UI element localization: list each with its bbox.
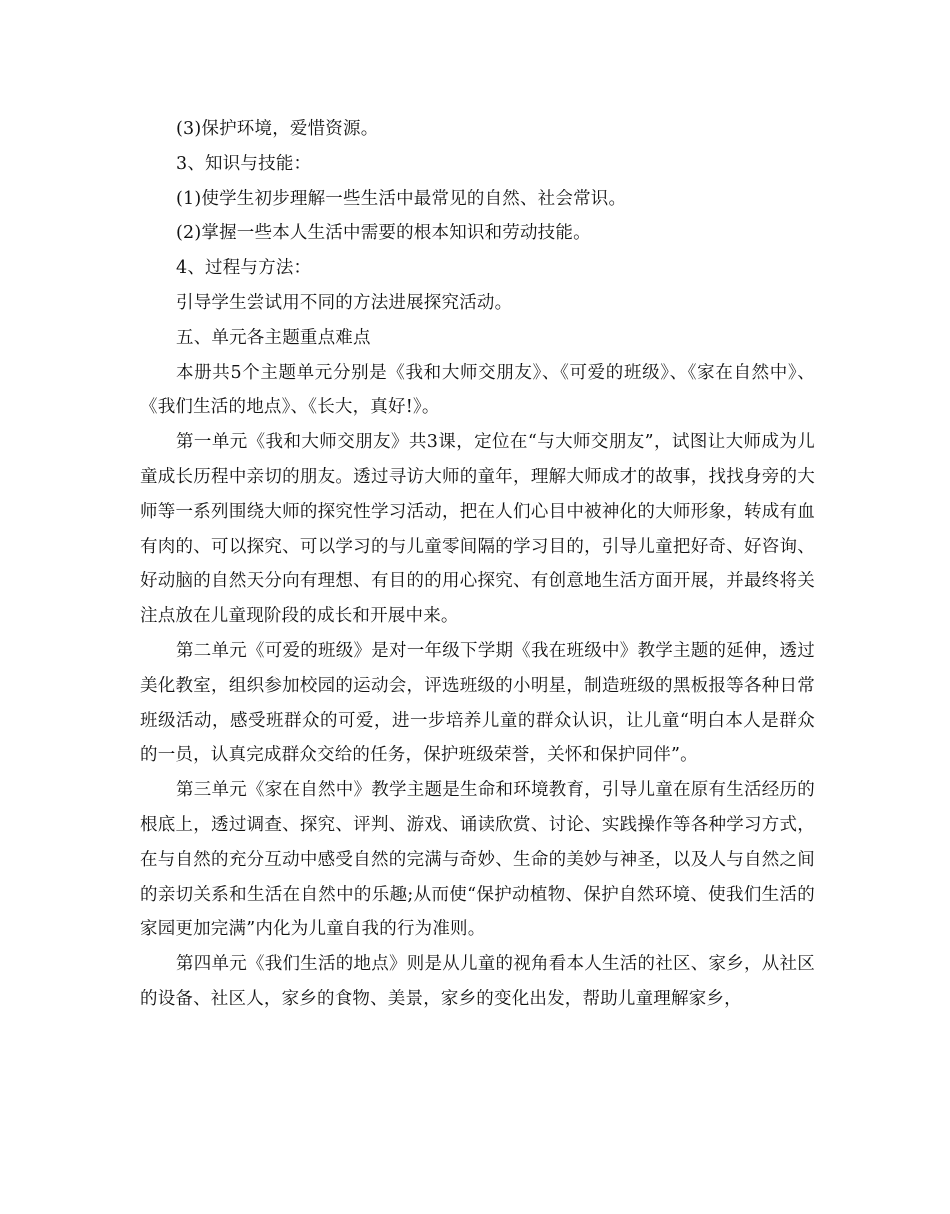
paragraph-unit-three: 第三单元《家在自然中》教学主题是生命和环境教育，引导儿童在原有生活经历的根底上，透过调查、探究、评判、游戏、诵读欣赏、讨论、实践操作等各种学习方式，在与自然的充分互动中感受自然的完满与奇妙、生命的美妙与神圣，以及人与自然之间的亲切关系和生活在自然中的乐趣;从而使“保护动植物、保护自然环境、使我们生活的家园更加完满”内化为儿童自我的行为准则。 xyxy=(140,780,815,940)
section-heading-knowledge-skills: 3、知识与技能： xyxy=(176,153,312,174)
paragraph-overview: 本册共5个主题单元分别是《我和大师交朋友》、《可爱的班级》、《家在自然中》、《我们生活的地点》、《长大，真好!》。 xyxy=(140,362,815,418)
paragraph-unit-two: 第二单元《可爱的班级》是对一年级下学期《我在班级中》教学主题的延伸，透过美化教室，组织参加校园的运动会，评选班级的小明星，制造班级的黑板报等各种日常班级活动，感受班群众的可爱，进一步培养儿童的群众认识，让儿童“明白本人是群众的一员，认真完成群众交给的任务，保护班级荣誉，关怀和保护同伴”。 xyxy=(140,640,815,766)
method-text: 引导学生尝试用不同的方法进展探究活动。 xyxy=(176,292,513,313)
paragraph-unit-four: 第四单元《我们生活的地点》则是从儿童的视角看本人生活的社区、家乡，从社区的设备、社区人，家乡的食物、美景，家乡的变化出发，帮助儿童理解家乡， xyxy=(140,954,815,1009)
list-item-labor-skills: (2)掌握一些本人生活中需要的根本知识和劳动技能。 xyxy=(176,223,591,244)
section-heading-unit-key-points: 五、单元各主题重点难点 xyxy=(176,327,371,348)
list-item-common-sense: (1)使学生初步理解一些生活中最常见的自然、社会常识。 xyxy=(176,188,627,209)
section-heading-process-methods: 4、过程与方法： xyxy=(176,258,312,279)
list-item-protect-environment: (3)保护环境，爱惜资源。 xyxy=(176,119,379,139)
paragraph-unit-one: 第一单元《我和大师交朋友》共3课，定位在“与大师交朋友”，试图让大师成为儿童成长历程中亲切的朋友。透过寻访大师的童年，理解大师成才的故事，找找身旁的大师等一系列围绕大师的探究性学习活动，把在人们心目中被神化的大师形象，转成有血有肉的、可以探究、可以学习的与儿童零间隔的学习目的，引导儿童把好奇、好咨询、好动脑的自然天分向有理想、有目的的用心探究、有创意地生活方面开展，并最终将关注点放在儿童现阶段的成长和开展中来。 xyxy=(140,432,815,627)
document-body xyxy=(140,112,815,1017)
